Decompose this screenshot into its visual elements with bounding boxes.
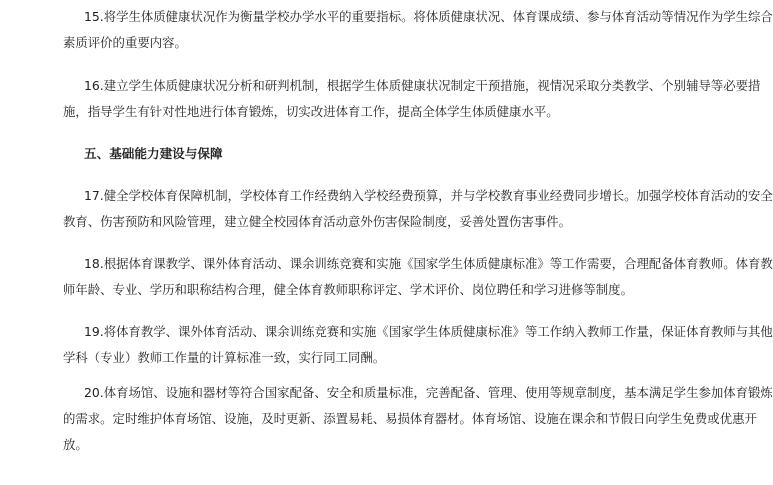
paragraph-line: 师年龄、专业、学历和职称结构合理，健全体育教师职称评定、学术评价、岗位聘任和学习进修等制度。: [63, 282, 633, 297]
paragraph-line: 20.体育场馆、设施和器材等符合国家配备、安全和质量标准，完善配备、管理、使用等规章制度，基本满足学生参加体育锻炼: [84, 385, 773, 400]
paragraph-line: 19.将体育教学、课外体育活动、课余训练竞赛和实施《国家学生体质健康标准》等工作纳入教师工作量，保证体育教师与其他: [84, 324, 773, 339]
paragraph-16: [63, 73, 761, 125]
paragraph-line: 15.将学生体质健康状况作为衡量学校办学水平的重要指标。将体质健康状况、体育课成绩、参与体育活动等情况作为学生综合: [84, 9, 773, 24]
paragraph-line: 素质评价的重要内容。: [63, 35, 187, 50]
paragraph-line: 的需求。定时维护体育场馆、设施，及时更新、添置易耗、易损体育器材。体育场馆、设施在课余和节假日向学生免费或优惠开: [63, 411, 757, 426]
paragraph-line: 18.根据体育课教学、课外体育活动、课余训练竞赛和实施《国家学生体质健康标准》等工作需要，合理配备体育教师。体育教: [84, 256, 773, 271]
paragraph-line: 学科（专业）教师工作量的计算标准一致，实行同工同酬。: [63, 350, 386, 365]
paragraph-line: 施，指导学生有针对性地进行体育锻炼，切实改进体育工作，提高全体学生体质健康水平。: [63, 104, 559, 119]
paragraph-line: 教育、伤害预防和风险管理，建立健全校园体育活动意外伤害保险制度，妥善处置伤害事件。: [63, 214, 572, 229]
section-heading: 五、基础能力建设与保障: [84, 146, 223, 161]
paragraph-line: 放。: [63, 437, 88, 452]
paragraph-line: 17.健全学校体育保障机制，学校体育工作经费纳入学校经费预算，并与学校教育事业经费同步增长。加强学校体育活动的安全: [84, 188, 773, 203]
paragraph-line: 16.建立学生体质健康状况分析和研判机制，根据学生体质健康状况制定干预措施，视情况采取分类教学、个别辅导等必要措: [84, 78, 761, 93]
paragraph-19: [63, 319, 773, 371]
paragraph-17: [63, 183, 773, 235]
paragraph-18: [63, 251, 773, 303]
paragraph-20: [63, 380, 773, 458]
paragraph-15: [63, 4, 773, 56]
